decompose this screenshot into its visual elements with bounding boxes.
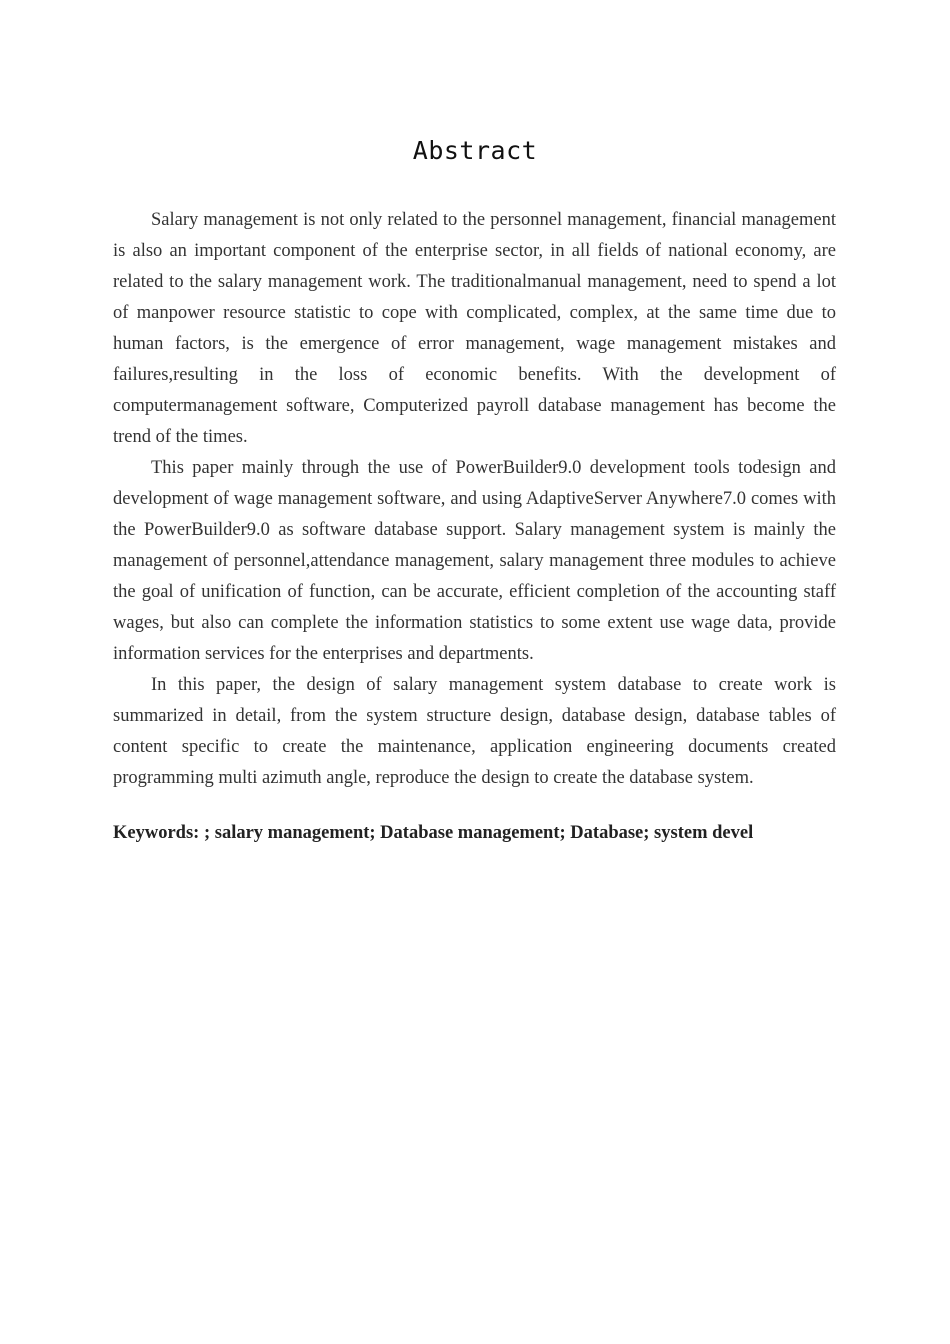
keywords-line: [113, 823, 853, 844]
abstract-title: Abstract: [412, 136, 538, 165]
abstract-body: [113, 205, 836, 794]
abstract-paragraph-2: This paper mainly through the use of PowerBuilder9.0 development tools todesign and development of wage management software, and using AdaptiveServer Anywhere7.0 comes with the PowerBuilder9.0 as software database support. Salary management system is mainly the management of personnel,attendance management, salary management three modules to achieve the goal of unification of function, can be accurate, efficient completion of the accounting staff wages, but also can complete the information statistics to some extent use wage data, provide information services for the enterprises and departments.: [113, 458, 836, 664]
keywords-list: ; salary management; Database management; Database; system devel: [199, 823, 754, 843]
keywords-label: Keywords:: [113, 823, 200, 843]
abstract-paragraph-1: Salary management is not only related to the personnel management, financial management is also an important component of the enterprise sector, in all fields of national economy, are related to the salary management work. The traditionalmanual management, need to spend a lot of manpower resource statistic to cope with complicated, complex, at the same time due to human factors, is the emergence of error management, wage management mistakes and failures,resulting in the loss of economic benefits. With the development of computermanagement software, Computerized payroll database management has become the trend of the times.: [113, 210, 836, 447]
abstract-paragraph-3: In this paper, the design of salary management system database to create work is summarized in detail, from the system structure design, database design, database tables of content specific to create the maintenance, application engineering documents created programming multi azimuth angle, reproduce the design to create the database system.: [113, 675, 836, 788]
